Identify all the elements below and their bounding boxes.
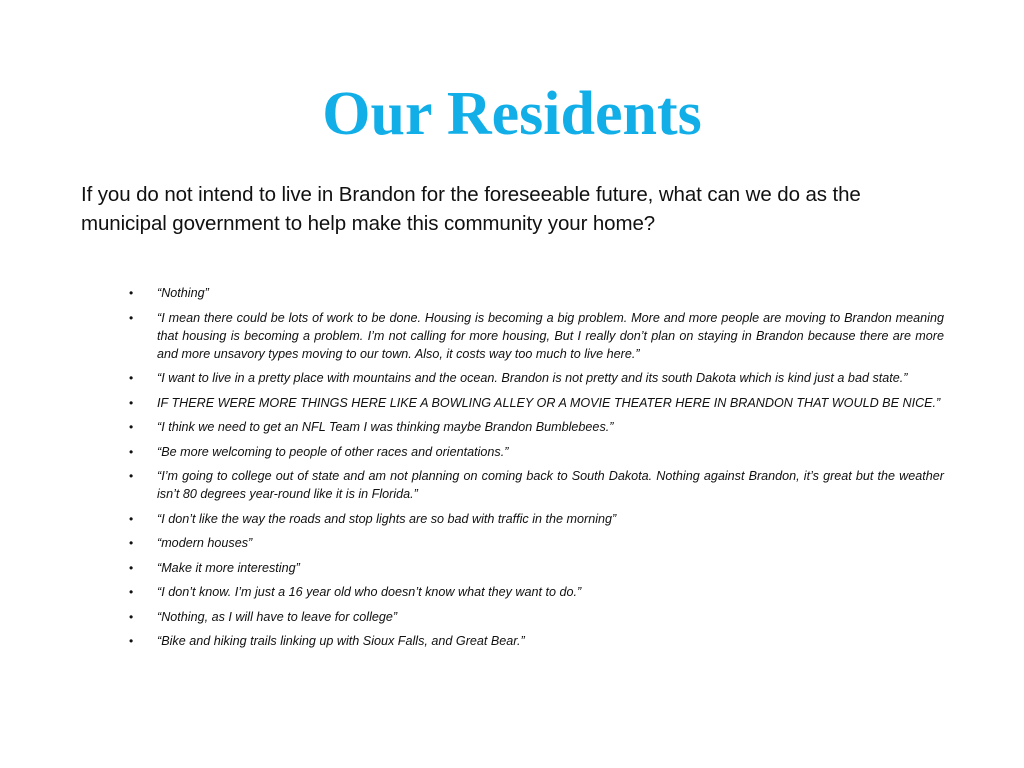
response-text: “I’m going to college out of state and am not planning on coming back to South Dakota. Nothing against Brandon, it’s great but the weather isn’t 80 degrees year-round like it is in Florida.”	[157, 469, 944, 501]
bullet-icon: •	[129, 634, 134, 648]
bullet-icon: •	[129, 371, 134, 385]
bullet-icon: •	[129, 560, 134, 575]
response-text: “Be more welcoming to people of other races and orientations.”	[157, 444, 509, 459]
response-text: IF THERE WERE MORE THINGS HERE LIKE A BOWLING ALLEY OR A MOVIE THEATER HERE IN BRANDON THAT WOULD BE NICE.”	[157, 395, 941, 410]
response-text: “Bike and hiking trails linking up with Sioux Falls, and Great Bear.”	[157, 634, 525, 648]
response-text: “modern houses”	[157, 536, 253, 550]
bullet-icon: •	[129, 536, 134, 550]
list-item	[129, 369, 944, 387]
list-item	[129, 394, 944, 412]
bullet-icon: •	[129, 395, 134, 410]
bullet-icon: •	[129, 511, 134, 526]
list-item	[129, 510, 944, 528]
bullet-icon: •	[129, 609, 134, 624]
list-item	[129, 608, 944, 626]
response-text: “I mean there could be lots of work to be done. Housing is becoming a big problem. More and more people are moving to Brandon meaning that housing is becoming a problem. I’m not calling for more housing, But I really don’t plan on staying in Brandon because there are more and more unsavory types moving to our town. Also, it costs way too much to live here.”	[157, 310, 944, 361]
response-text: “I think we need to get an NFL Team I was thinking maybe Brandon Bumblebees.”	[157, 420, 614, 434]
response-text: “I don’t know. I’m just a 16 year old who doesn’t know what they want to do.”	[157, 585, 582, 599]
bullet-icon: •	[129, 286, 134, 300]
list-item	[129, 418, 944, 436]
bullet-icon: •	[129, 310, 134, 325]
survey-question: If you do not intend to live in Brandon for the foreseeable future, what can we do as the municipal government to help make this community your home?	[81, 183, 861, 235]
response-text: “Nothing”	[157, 286, 209, 300]
list-item	[129, 583, 944, 601]
bullet-icon: •	[129, 585, 134, 599]
list-item	[129, 309, 944, 363]
bullet-icon: •	[129, 420, 134, 434]
bullet-icon: •	[129, 469, 134, 483]
list-item	[129, 632, 944, 650]
list-item	[129, 443, 944, 461]
list-item	[129, 467, 944, 503]
response-text: “Nothing, as I will have to leave for college”	[157, 609, 398, 624]
list-item	[129, 534, 944, 552]
response-text: “I don’t like the way the roads and stop lights are so bad with traffic in the morning”	[157, 511, 617, 526]
slide-title: Our Residents	[322, 80, 702, 148]
response-text: “Make it more interesting”	[157, 560, 300, 575]
list-item	[129, 559, 944, 577]
list-item	[129, 284, 944, 302]
bullet-icon: •	[129, 444, 134, 459]
response-list	[129, 284, 944, 657]
response-text: “I want to live in a pretty place with mountains and the ocean. Brandon is not pretty and its south Dakota which is kind just a bad state.”	[157, 371, 908, 385]
